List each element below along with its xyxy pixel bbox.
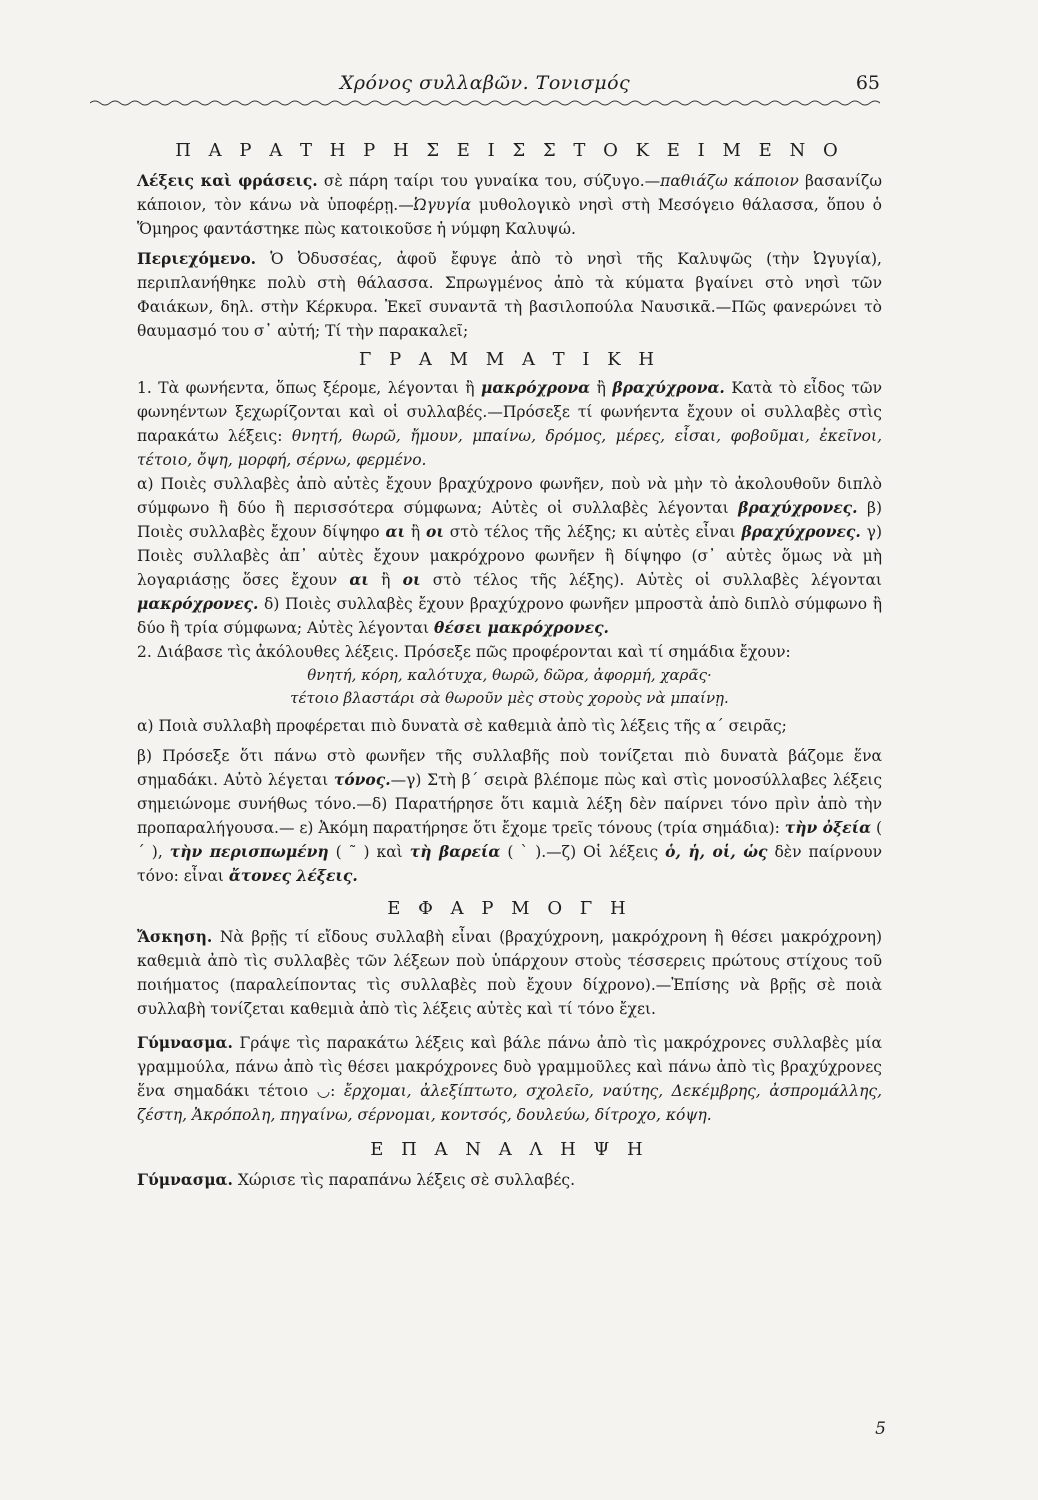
section-heading-grammar: Γ Ρ Α Μ Μ Α Τ Ι Κ Η bbox=[358, 349, 661, 370]
verse-line-2: τέτοιο βλαστάρι σὰ θωροῦν μὲς στοὺς χοροὺς νὰ μπαίνῃ. bbox=[290, 689, 729, 707]
exercise-paragraph: Ἄσκηση. Νὰ βρῇς τί εἴδους συλλαβὴ εἶναι (βραχύχρονη, μακρόχρονη ἢ θέσει μακρόχρονη) καθεμιὰ ἀπὸ τὶς συλλαβὲς τῶν λέξεων ποὺ ὑπάρχουν στοὺς τέσσερεις πρώτους στίχους τοῦ ποιήματος (παραλείποντας τὶς συλλαβὲς ποὺ ἔχουν δίχρονο).—Ἐπίσης νὰ βρῇς σὲ ποιὰ συλλαβὴ τονίζεται καθεμιὰ ἀπὸ τὶς λέξεις αὐτὲς καὶ τί τόνο ἔχει. bbox=[137, 927, 882, 1018]
grammar-paragraph-2: α) Ποιὲς συλλαβὲς ἀπὸ αὐτὲς ἔχουν βραχύχρονο φωνῆεν, ποὺ νὰ μὴν τὸ ἀκολουθοῦν διπλὸ σύμφωνο ἢ δύο ἢ περισσότερα σύμφωνα; Αὐτὲς οἱ συλλαβὲς λέγονται βραχύχρονες. β) Ποιὲς συλλαβὲς ἔχουν δίψηφο αι ἢ οι στὸ τέλος τῆς λέξης; κι αὐτὲς εἶναι βραχύχρονες. γ) Ποιὲς συλλαβὲς ἀπ᾽ αὐτὲς ἔχουν μακρόχρονο φωνῆεν ἢ δίψηφο (σ᾽ αὐτὲς ὅμως νὰ μὴ λογαριάσῃς ὅσες ἔχουν αι ἢ οι στὸ τέλος τῆς λέξης). Αὐτὲς οἱ συλλαβὲς λέγονται μακρόχρονες. δ) Ποιὲς συλλαβὲς ἔχουν βραχύχρονο φωνῆεν μπροστὰ ἀπὸ διπλὸ σύμφωνο ἢ δύο ἢ τρία σύμφωνα; Αὐτὲς λέγονται θέσει μακρόχρονες. bbox=[137, 475, 882, 637]
grammar-paragraph-3: 2. Διάβασε τὶς ἀκόλουθες λέξεις. Πρόσεξε πῶς προφέρονται καὶ τί σημάδια ἔχουν: bbox=[137, 643, 791, 661]
paragraph-content: Περιεχόμενο. Ὁ Ὀδυσσέας, ἀφοῦ ἔφυγε ἀπὸ τὸ νησὶ τῆς Καλυψῶς (τὴν Ὠγυγία), περιπλανήθηκε πολὺ στὴ θάλασσα. Σπρωγμένος ἀπὸ τὰ κύματα βγαίνει στὸ νησὶ τῶν Φαιάκων, δηλ. στὴν Κέρκυρα. Ἐκεῖ συναντᾶ τὴ βασιλοπούλα Ναυσικᾶ.—Πῶς φανερώνει τὸ θαυμασμό του σ᾽ αὐτή; Τί τὴν παρακαλεῖ; bbox=[137, 249, 882, 340]
page-content bbox=[137, 140, 882, 1192]
page-number: 65 bbox=[855, 72, 880, 94]
review-paragraph: Γύμνασμα. Χώρισε τὶς παραπάνω λέξεις σὲ συλλαβές. bbox=[137, 1170, 576, 1189]
running-head bbox=[90, 72, 880, 106]
verse-line-1: θνητή, κόρη, καλότυχα, θωρῶ, δῶρα, ἀφορμή, χαρᾶς· bbox=[307, 666, 712, 684]
section-heading-application: Ε Φ Α Ρ Μ Ο Γ Η bbox=[387, 898, 632, 919]
grammar-paragraph-5: β) Πρόσεξε ὅτι πάνω στὸ φωνῆεν τῆς συλλαβῆς ποὺ τονίζεται πιὸ δυνατὰ βάζομε ἕνα σημαδάκι. Αὐτὸ λέγεται τόνος.—γ) Στὴ β΄ σειρὰ βλέπομε πὼς καὶ στὶς μονοσύλλαβες λέξεις σημειώνομε συνήθως τόνο.—δ) Παρατήρησε ὅτι καμιὰ λέξη δὲν παίρνει τόνο πρὶν ἀπὸ τὴν προπαραλήγουσα.— ε) Ἀκόμη παρατήρησε ὅτι ἔχομε τρεῖς τόνους (τρία σημάδια): τὴν ὀξεία ( ´ ), τὴν περισπωμένη ( ῀ ) καὶ τὴ βαρεία ( ` ).—ζ) Οἱ λέξεις ὁ, ἡ, οἱ, ὡς δὲν παίρνουν τόνο: εἶναι ἄτονες λέξεις. bbox=[137, 747, 883, 885]
wavy-rule bbox=[90, 98, 880, 108]
grammar-paragraph-4: α) Ποιὰ συλλαβὴ προφέρεται πιὸ δυνατὰ σὲ καθεμιὰ ἀπὸ τὶς λέξεις τῆς α΄ σειρᾶς; bbox=[137, 717, 787, 735]
drill-paragraph: Γύμνασμα. Γράψε τὶς παρακάτω λέξεις καὶ βάλε πάνω ἀπὸ τὶς μακρόχρονες συλλαβὲς μία γραμμούλα, πάνω ἀπὸ τὶς θέσει μακρόχρονες δυὸ γραμμοῦλες καὶ πάνω ἀπὸ τὶς βραχύχρονες ἕνα σημαδάκι τέτοιο ◡: ἔρχομαι, ἀλεξίπτωτο, σχολεῖο, ναύτης, Δεκέμβρης, ἀσπρομάλλης, ζέστη, Ἀκρόπολη, πηγαίνω, σέρνομαι, κοντσός, δουλεύω, δίτροχο, κόψη. bbox=[137, 1033, 882, 1124]
grammar-paragraph-1: 1. Τὰ φωνήεντα, ὅπως ξέρομε, λέγονται ἢ μακρόχρονα ἢ βραχύχρονα. Κατὰ τὸ εἶδος τῶν φωνηέντων ξεχωρίζονται καὶ οἱ συλλαβές.—Πρόσεξε τί φωνήεντα ἔχουν οἱ συλλαβὲς στὶς παρακάτω λέξεις: θνητή, θωρῶ, ἤμουν, μπαίνω, δρόμος, μέρες, εἶσαι, φοβοῦμαι, ἐκεῖνοι, τέτοιο, ὄψη, μορφή, σέρνω, φερμένο. bbox=[137, 378, 882, 469]
signature-mark: 5 bbox=[875, 1419, 886, 1439]
section-heading-review: Ε Π Α Ν Α Λ Η Ψ Η bbox=[370, 1139, 649, 1160]
paragraph-words-phrases: Λέξεις καὶ φράσεις. σὲ πάρη ταίρι του γυναίκα του, σύζυγο.—παθιάζω κάποιον βασανίζω κάποιον, τὸν κάνω νὰ ὑποφέρῃ.—Ὠγυγία μυθολογικὸ νησὶ στὴ Μεσόγειο θάλασσα, ὅπου ὁ Ὅμηρος φαντάστηκε πὼς κατοικοῦσε ἡ νύμφη Καλυψώ. bbox=[137, 171, 882, 238]
running-title: Χρόνος συλλαβῶν. Τονισμός bbox=[339, 72, 631, 94]
section-heading-observations: Π Α Ρ Α Τ Η Ρ Η Σ Ε Ι Σ Σ Τ Ο Κ Ε Ι Μ Ε Ν Ο bbox=[175, 140, 844, 161]
